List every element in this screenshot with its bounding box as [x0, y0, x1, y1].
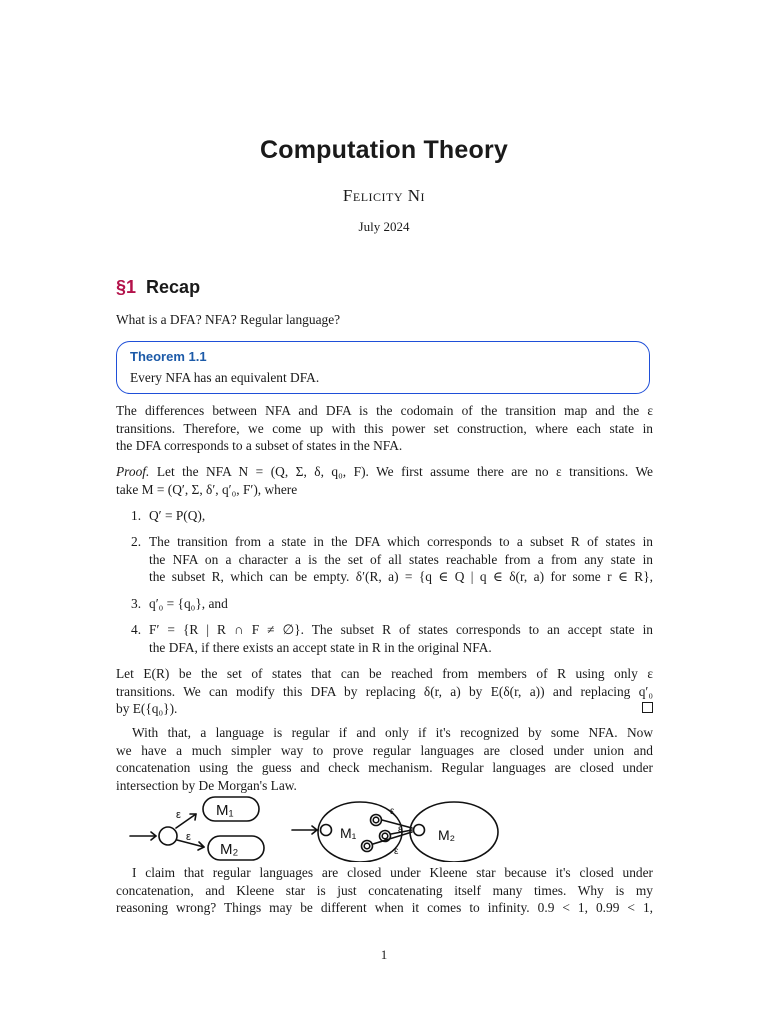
epsilon-label: ε	[176, 809, 181, 821]
accept-state	[371, 815, 382, 826]
text-line: q′₀ = {q₀}, and	[149, 596, 228, 611]
section-heading	[116, 277, 200, 298]
text-line: transitions. Therefore, we come up with this power set construction, where each state in	[116, 420, 653, 436]
proof-text: Let the NFA N = (Q, Σ, δ, q₀, F). We first assume there are no ε transitions. We	[149, 464, 653, 479]
label-m2: M₂	[438, 827, 456, 843]
text-line: I claim that regular languages are closed under Kleene star because it's closed under	[132, 865, 653, 880]
label-m2: M₂	[220, 841, 239, 858]
epsilon-label: ε	[390, 806, 395, 817]
text-line: the NFA on a character a is the set of all states reachable from a from any state in	[149, 551, 653, 567]
text-line: intersection by De Morgan's Law.	[116, 777, 297, 793]
qed-symbol	[642, 702, 653, 713]
paragraph-kleene	[116, 864, 653, 917]
nfa-sketch-figure	[120, 790, 520, 862]
list-number: 3.	[131, 596, 142, 611]
state-circle	[321, 825, 332, 836]
text-line: concatenation using the guess and check mechanism. Regular languages are closed under	[116, 760, 653, 775]
paragraph-epsilon-closure	[116, 665, 653, 718]
paper-title: Computation Theory	[259, 136, 509, 164]
text-line: reasoning wrong? Things may be different when it comes to infinity. 0.9 < 1, 0.99 < 1,	[116, 900, 653, 915]
text-line	[116, 463, 653, 481]
label-m1: M₁	[340, 825, 357, 841]
text-line: With that, a language is regular if and only if it's recognized by some NFA. Now	[132, 725, 653, 740]
paper-date: July 2024	[358, 219, 410, 234]
paragraph-regular	[116, 724, 653, 794]
label-m1: M₁	[216, 802, 234, 819]
text-line: the subset R, which can be empty. δ′(R, a) = {q ∈ Q | q ∈ δ(r, a) for some r ∈ R},	[149, 569, 653, 584]
accept-state	[362, 841, 373, 852]
theorem-title: Theorem 1.1	[130, 349, 207, 364]
section-number: §1	[116, 277, 137, 297]
accept-state-inner	[364, 843, 370, 849]
state-circle	[414, 825, 425, 836]
list-number: 2.	[131, 534, 142, 549]
epsilon-label: ε	[186, 831, 191, 843]
intro-paragraph	[116, 311, 653, 329]
list-number: 4.	[131, 622, 142, 637]
page-number: 1	[380, 947, 388, 962]
accept-state-inner	[373, 817, 379, 823]
paragraph-differences	[116, 402, 653, 455]
proof-label: Proof.	[116, 464, 150, 479]
epsilon-label: ε	[394, 846, 399, 857]
text-line: we have a much simpler way to prove regular languages are closed under union and	[116, 742, 653, 758]
theorem-body: Every NFA has an equivalent DFA.	[130, 370, 320, 385]
text-line: Q′ = P(Q),	[149, 508, 206, 523]
accept-state-inner	[382, 833, 388, 839]
theorem-box	[116, 341, 650, 394]
text-line: the DFA corresponds to a subset of states in the NFA.	[116, 438, 403, 453]
text-line: The differences between NFA and DFA is the codomain of the transition map and the ε	[116, 403, 653, 418]
section-title: Recap	[146, 277, 201, 297]
text-line: concatenation, and Kleene star is just concatenating itself many times. Why is my	[116, 882, 653, 898]
epsilon-label: ε	[398, 824, 403, 835]
proof-paragraph	[116, 463, 653, 498]
start-state	[159, 827, 177, 845]
epsilon-transition	[382, 820, 412, 828]
text-line: Let E(R) be the set of states that can be reached from members of R using only ε	[116, 666, 653, 681]
text-line: What is a DFA? NFA? Regular language?	[116, 312, 341, 327]
text-line: F′ = {R | R ∩ F ≠ ∅}. The subset R of states corresponds to an accept state in	[149, 622, 653, 637]
text-line: by E({q₀}).	[116, 701, 178, 716]
text-line: the DFA, if there exists an accept state in R in the original NFA.	[149, 639, 492, 655]
author-name: Felicity Ni	[342, 186, 426, 205]
text-line: transitions. We can modify this DFA by replacing δ(r, a) by E(δ(r, a)) and replacing q′₀	[116, 683, 653, 699]
text-line: The transition from a state in the DFA which corresponds to a subset R of states in	[149, 534, 653, 549]
list-number: 1.	[131, 508, 142, 523]
text-line: take M = (Q′, Σ, δ′, q′₀, F′), where	[116, 481, 298, 497]
